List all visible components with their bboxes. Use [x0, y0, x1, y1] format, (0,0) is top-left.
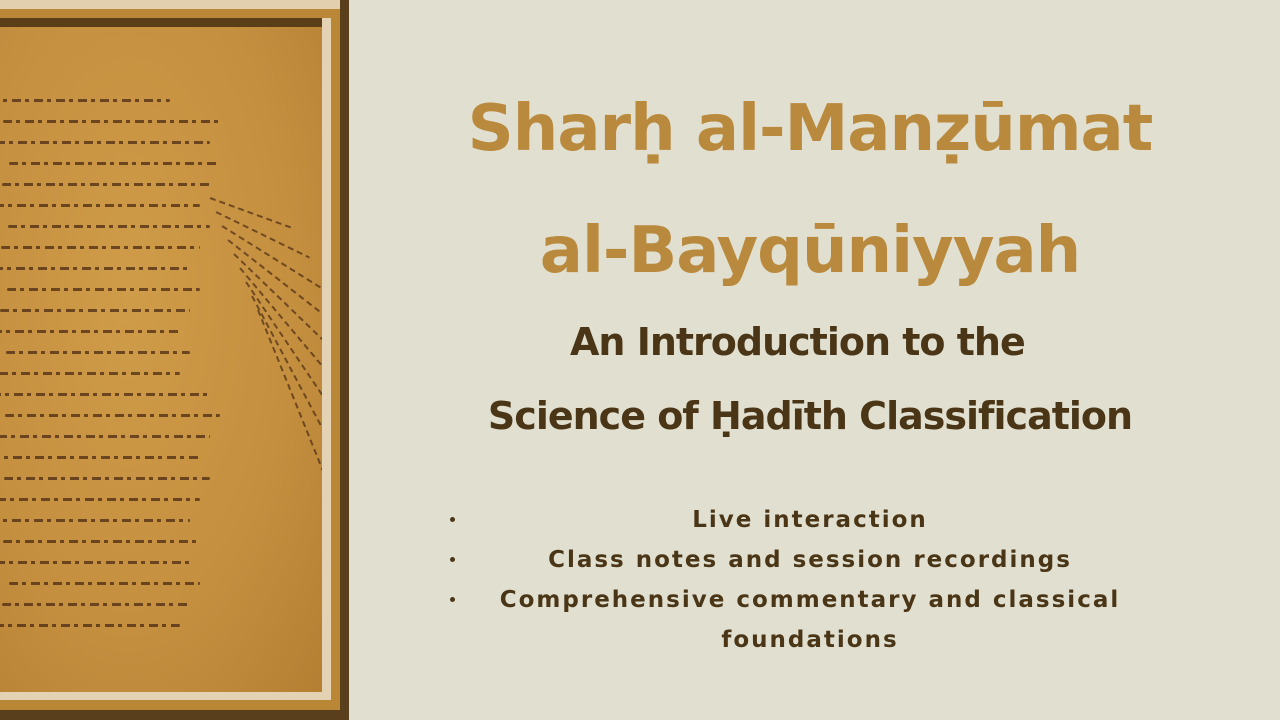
script-line [9, 162, 220, 165]
margin-note-line [257, 310, 322, 498]
course-title-line1: Sharḥ al-Manẓūmat [467, 92, 1153, 166]
feature-list [440, 500, 1180, 660]
feature-item [440, 500, 1180, 540]
course-title-line2: al-Bayqūniyyah [539, 214, 1081, 288]
script-line [2, 183, 210, 186]
script-line [3, 540, 200, 543]
manuscript-image [0, 18, 322, 692]
feature-text: Class notes and session recordings [548, 547, 1072, 573]
script-line [7, 288, 200, 291]
manuscript-image-frame [0, 0, 349, 720]
script-line [0, 624, 180, 627]
manuscript-margin-note [200, 197, 310, 517]
feature-text: Comprehensive commentary and classical foundations [499, 587, 1121, 653]
script-line [6, 351, 190, 354]
script-line [0, 393, 210, 396]
script-line [3, 120, 220, 123]
script-line [0, 456, 200, 459]
script-line [0, 267, 190, 270]
feature-item [440, 580, 1180, 660]
subtitle-line2: Science of Ḥadīth Classification [487, 394, 1133, 438]
script-line [0, 435, 210, 438]
script-line [0, 141, 210, 144]
bullet-icon [450, 557, 455, 562]
frame-top-band [0, 0, 340, 9]
script-line [5, 414, 220, 417]
bullet-icon [450, 517, 455, 522]
script-line [0, 309, 190, 312]
script-line [9, 582, 200, 585]
script-line [0, 372, 180, 375]
script-line [0, 99, 170, 102]
feature-text: Live interaction [692, 507, 928, 533]
subtitle-line1: An Introduction to the [570, 320, 1025, 364]
script-line [0, 498, 200, 501]
script-line [2, 603, 190, 606]
feature-item [440, 540, 1180, 580]
script-line [0, 204, 200, 207]
script-line [0, 519, 190, 522]
script-line [0, 330, 180, 333]
script-line [1, 246, 200, 249]
bullet-icon [450, 597, 455, 602]
script-line [4, 477, 210, 480]
script-line [0, 561, 190, 564]
script-line [8, 225, 210, 228]
